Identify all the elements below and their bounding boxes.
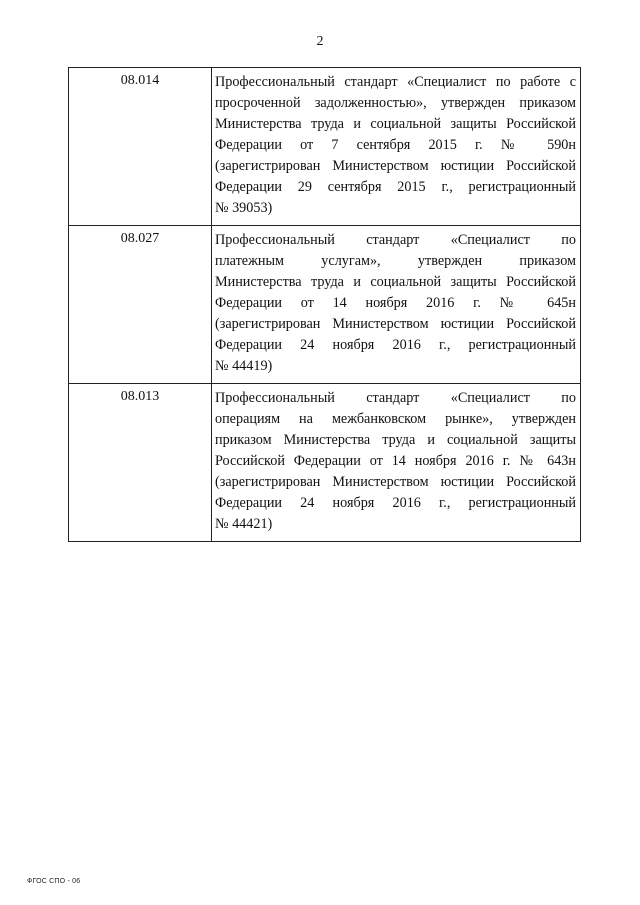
description-line: операциям на межбанковском рынке», утвержден <box>215 411 576 427</box>
description-line: просроченной задолженностью», утвержден приказом <box>215 95 576 111</box>
description-line: № 44419) <box>215 358 273 374</box>
standard-description <box>212 384 581 542</box>
description-line: Министерства труда и социальной защиты Российской <box>215 274 576 290</box>
description-line: Министерства труда и социальной защиты Российской <box>215 116 576 132</box>
description-line: № 39053) <box>215 200 273 216</box>
table-row <box>69 68 581 226</box>
description-line: Федерации от 14 ноября 2016 г. № 645н <box>215 295 576 311</box>
description-line: № 44421) <box>215 516 273 532</box>
table-row <box>69 384 581 542</box>
description-line: Федерации 24 ноября 2016 г., регистрационный <box>215 337 576 353</box>
description-line: (зарегистрирован Министерством юстиции Российской <box>215 474 576 490</box>
standard-code: 08.014 <box>69 68 212 226</box>
standards-table <box>68 67 581 542</box>
description-line: (зарегистрирован Министерством юстиции Российской <box>215 316 576 332</box>
description-line: Профессиональный стандарт «Специалист по <box>215 232 576 248</box>
description-line: Профессиональный стандарт «Специалист по <box>215 390 576 406</box>
standards-table-body <box>69 68 581 542</box>
description-line: Федерации от 7 сентября 2015 г. № 590н <box>215 137 576 153</box>
standard-code: 08.013 <box>69 384 212 542</box>
table-row <box>69 226 581 384</box>
standard-description <box>212 68 581 226</box>
description-line: Профессиональный стандарт «Специалист по работе с <box>215 74 576 90</box>
standard-description <box>212 226 581 384</box>
footer-label: ФГОС СПО - 06 <box>27 878 81 885</box>
standard-code: 08.027 <box>69 226 212 384</box>
description-line: Российской Федерации от 14 ноября 2016 г. № 643н <box>215 453 576 469</box>
description-line: платежным услугам», утвержден приказом <box>215 253 576 269</box>
description-line: Федерации 29 сентября 2015 г., регистрационный <box>215 179 576 195</box>
description-line: Федерации 24 ноября 2016 г., регистрационный <box>215 495 576 511</box>
page-number: 2 <box>316 34 324 49</box>
description-line: (зарегистрирован Министерством юстиции Российской <box>215 158 576 174</box>
description-line: приказом Министерства труда и социальной защиты <box>215 432 576 448</box>
